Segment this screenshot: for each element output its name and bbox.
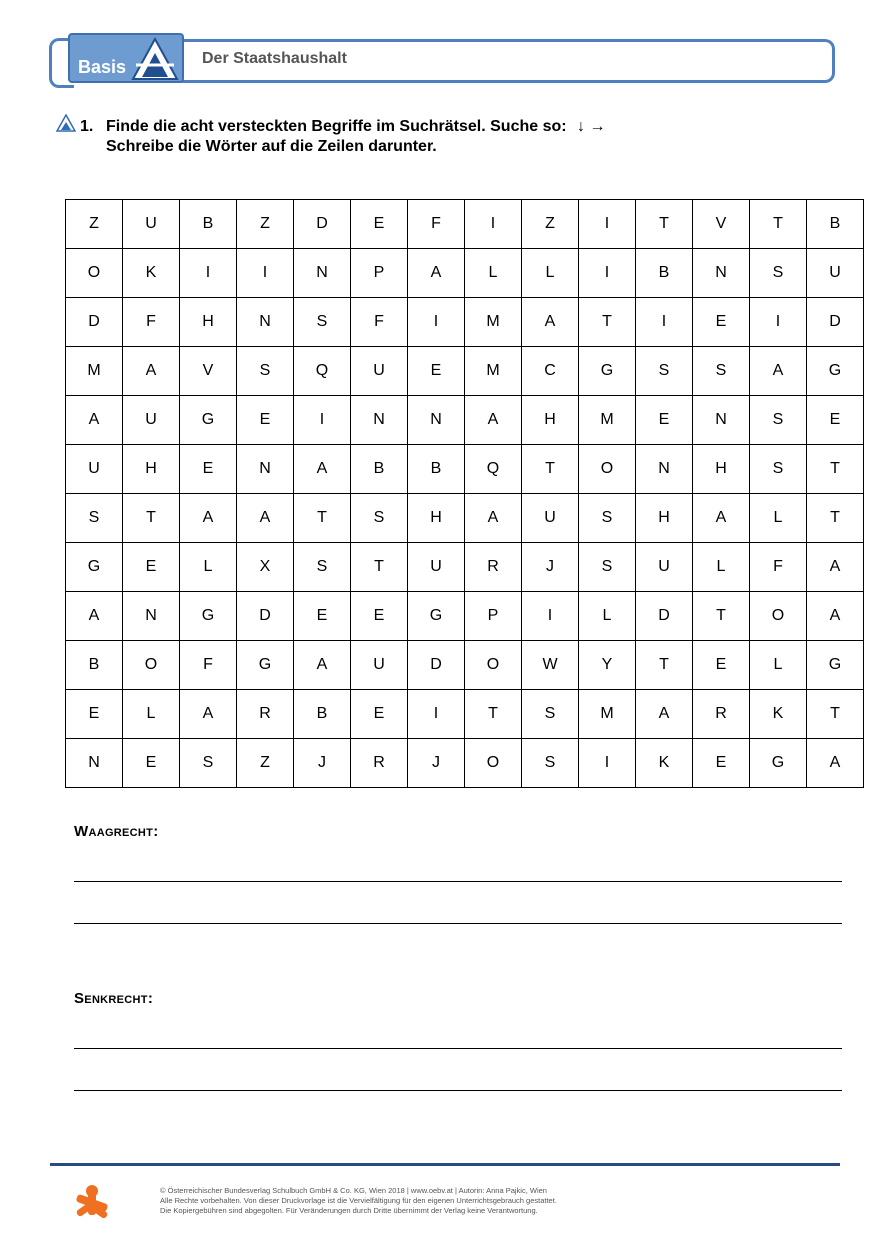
answer-line[interactable] <box>74 1090 842 1091</box>
grid-cell[interactable]: V <box>693 200 750 249</box>
grid-cell[interactable]: E <box>180 445 237 494</box>
footer-line: Alle Rechte vorbehalten. Von dieser Druckvorlage ist die Vervielfältigung für den eigenen Unterrichtsgebrauch gestattet. <box>160 1196 557 1205</box>
grid-cell[interactable]: G <box>237 641 294 690</box>
grid-cell[interactable]: F <box>408 200 465 249</box>
grid-cell[interactable]: N <box>237 298 294 347</box>
grid-cell[interactable]: S <box>180 739 237 788</box>
level-triangle-icon <box>130 37 180 81</box>
grid-cell[interactable]: N <box>237 445 294 494</box>
answer-line[interactable] <box>74 1048 842 1049</box>
grid-cell[interactable]: T <box>693 592 750 641</box>
grid-cell[interactable]: A <box>180 690 237 739</box>
grid-cell[interactable]: E <box>123 739 180 788</box>
grid-cell[interactable]: K <box>123 249 180 298</box>
grid-cell[interactable]: W <box>522 641 579 690</box>
grid-cell[interactable]: E <box>351 592 408 641</box>
grid-cell[interactable]: I <box>408 690 465 739</box>
grid-cell[interactable]: H <box>636 494 693 543</box>
grid-cell[interactable]: P <box>465 592 522 641</box>
footer-line: Die Kopiergebühren sind abgegolten. Für Veränderungen durch Dritte übernimmt der Verlag keine Verantwortung. <box>160 1206 538 1215</box>
grid-cell[interactable]: J <box>522 543 579 592</box>
grid-row <box>66 494 864 543</box>
grid-cell[interactable]: O <box>465 641 522 690</box>
grid-cell[interactable]: S <box>237 347 294 396</box>
grid-cell[interactable]: K <box>636 739 693 788</box>
grid-cell[interactable]: L <box>522 249 579 298</box>
grid-cell[interactable]: S <box>294 298 351 347</box>
grid-cell[interactable]: Z <box>237 739 294 788</box>
grid-cell[interactable]: A <box>636 690 693 739</box>
grid-cell[interactable]: G <box>807 347 864 396</box>
task-instruction-line2: Schreibe die Wörter auf die Zeilen darunter. <box>106 138 437 155</box>
basis-label: Basis <box>78 57 127 77</box>
grid-cell[interactable]: V <box>180 347 237 396</box>
grid-cell[interactable]: T <box>807 690 864 739</box>
grid-cell[interactable]: N <box>66 739 123 788</box>
grid-cell[interactable]: Q <box>465 445 522 494</box>
grid-cell[interactable]: S <box>693 347 750 396</box>
grid-cell[interactable]: D <box>636 592 693 641</box>
grid-cell[interactable]: T <box>351 543 408 592</box>
grid-cell[interactable]: E <box>408 347 465 396</box>
grid-cell[interactable]: G <box>579 347 636 396</box>
grid-cell[interactable]: N <box>636 445 693 494</box>
grid-cell[interactable]: E <box>693 739 750 788</box>
grid-cell[interactable]: K <box>750 690 807 739</box>
grid-cell[interactable]: E <box>294 592 351 641</box>
grid-cell[interactable]: N <box>294 249 351 298</box>
vertical-section-label: Senkrecht: <box>74 990 154 1007</box>
grid-cell[interactable]: T <box>636 641 693 690</box>
grid-cell[interactable]: A <box>465 494 522 543</box>
grid-row <box>66 690 864 739</box>
grid-cell[interactable]: B <box>636 249 693 298</box>
grid-cell[interactable]: F <box>750 543 807 592</box>
grid-row <box>66 298 864 347</box>
footer-divider <box>50 1163 840 1166</box>
grid-cell[interactable]: E <box>66 690 123 739</box>
grid-cell[interactable]: G <box>750 739 807 788</box>
grid-cell[interactable]: G <box>180 396 237 445</box>
grid-cell[interactable]: S <box>351 494 408 543</box>
grid-cell[interactable]: X <box>237 543 294 592</box>
grid-row <box>66 200 864 249</box>
grid-cell[interactable]: N <box>351 396 408 445</box>
grid-cell[interactable]: N <box>408 396 465 445</box>
grid-cell[interactable]: E <box>237 396 294 445</box>
grid-cell[interactable]: B <box>66 641 123 690</box>
grid-cell[interactable]: I <box>579 249 636 298</box>
grid-cell[interactable]: Q <box>294 347 351 396</box>
grid-cell[interactable]: S <box>636 347 693 396</box>
grid-row <box>66 445 864 494</box>
grid-cell[interactable]: M <box>579 690 636 739</box>
grid-cell[interactable]: T <box>465 690 522 739</box>
grid-cell[interactable]: H <box>180 298 237 347</box>
grid-row <box>66 739 864 788</box>
basis-badge <box>68 33 184 83</box>
grid-cell[interactable]: O <box>465 739 522 788</box>
grid-cell[interactable]: B <box>180 200 237 249</box>
grid-cell[interactable]: M <box>465 347 522 396</box>
grid-cell[interactable]: I <box>294 396 351 445</box>
grid-cell[interactable]: U <box>636 543 693 592</box>
grid-cell[interactable]: T <box>807 494 864 543</box>
answer-line[interactable] <box>74 881 842 882</box>
grid-cell[interactable]: A <box>693 494 750 543</box>
grid-cell[interactable]: H <box>693 445 750 494</box>
grid-cell[interactable]: A <box>807 739 864 788</box>
word-search-grid <box>65 199 864 788</box>
grid-cell[interactable]: I <box>522 592 579 641</box>
publisher-logo-icon <box>72 1183 112 1223</box>
grid-cell[interactable]: E <box>351 690 408 739</box>
grid-cell[interactable]: N <box>693 396 750 445</box>
grid-cell[interactable]: U <box>351 641 408 690</box>
task-instruction-line1 <box>106 118 606 136</box>
grid-cell[interactable]: G <box>408 592 465 641</box>
grid-cell[interactable]: G <box>180 592 237 641</box>
grid-cell[interactable]: E <box>807 396 864 445</box>
grid-cell[interactable]: E <box>123 543 180 592</box>
grid-cell[interactable]: S <box>750 249 807 298</box>
grid-cell[interactable]: M <box>465 298 522 347</box>
grid-cell[interactable]: B <box>408 445 465 494</box>
grid-cell[interactable]: B <box>807 200 864 249</box>
grid-cell[interactable]: I <box>465 200 522 249</box>
grid-cell[interactable]: G <box>66 543 123 592</box>
grid-cell[interactable]: J <box>294 739 351 788</box>
grid-cell[interactable]: F <box>180 641 237 690</box>
grid-cell[interactable]: S <box>579 543 636 592</box>
grid-cell[interactable]: D <box>807 298 864 347</box>
task-number: 1. <box>80 118 94 135</box>
grid-cell[interactable]: L <box>579 592 636 641</box>
grid-cell[interactable]: U <box>66 445 123 494</box>
grid-cell[interactable]: C <box>522 347 579 396</box>
grid-cell[interactable]: S <box>579 494 636 543</box>
grid-cell[interactable]: H <box>123 445 180 494</box>
grid-cell[interactable]: T <box>636 200 693 249</box>
grid-cell[interactable]: R <box>465 543 522 592</box>
grid-cell[interactable]: A <box>408 249 465 298</box>
grid-cell[interactable]: L <box>465 249 522 298</box>
grid-cell[interactable]: E <box>636 396 693 445</box>
grid-cell[interactable]: P <box>351 249 408 298</box>
grid-cell[interactable]: S <box>750 396 807 445</box>
grid-cell[interactable]: I <box>579 200 636 249</box>
task-instruction-text: Finde die acht versteckten Begriffe im Suchrätsel. Suche so: <box>106 118 567 135</box>
grid-cell[interactable]: F <box>351 298 408 347</box>
grid-cell[interactable]: E <box>693 298 750 347</box>
grid-cell[interactable]: A <box>522 298 579 347</box>
answer-line[interactable] <box>74 923 842 924</box>
grid-row <box>66 641 864 690</box>
grid-cell[interactable]: T <box>579 298 636 347</box>
grid-cell[interactable]: A <box>750 347 807 396</box>
grid-cell[interactable]: N <box>693 249 750 298</box>
grid-cell[interactable]: L <box>180 543 237 592</box>
footer-copyright <box>160 1186 557 1216</box>
grid-cell[interactable]: O <box>750 592 807 641</box>
grid-cell[interactable]: D <box>294 200 351 249</box>
grid-row <box>66 592 864 641</box>
grid-cell[interactable]: S <box>66 494 123 543</box>
grid-cell[interactable]: N <box>123 592 180 641</box>
grid-cell[interactable]: U <box>351 347 408 396</box>
difficulty-triangle-icon <box>56 114 76 132</box>
grid-cell[interactable]: O <box>123 641 180 690</box>
grid-cell[interactable]: S <box>522 690 579 739</box>
grid-row <box>66 249 864 298</box>
grid-cell[interactable]: E <box>693 641 750 690</box>
grid-cell[interactable]: A <box>807 592 864 641</box>
grid-cell[interactable]: U <box>408 543 465 592</box>
grid-cell[interactable]: I <box>408 298 465 347</box>
grid-cell[interactable]: M <box>579 396 636 445</box>
grid-cell[interactable]: S <box>294 543 351 592</box>
grid-cell[interactable]: R <box>237 690 294 739</box>
grid-cell[interactable]: T <box>522 445 579 494</box>
grid-cell[interactable]: H <box>408 494 465 543</box>
grid-cell[interactable]: A <box>294 641 351 690</box>
grid-row <box>66 347 864 396</box>
grid-cell[interactable]: Z <box>522 200 579 249</box>
grid-cell[interactable]: U <box>522 494 579 543</box>
grid-cell[interactable]: O <box>66 249 123 298</box>
grid-cell[interactable]: L <box>750 494 807 543</box>
grid-cell[interactable]: A <box>66 592 123 641</box>
grid-cell[interactable]: J <box>408 739 465 788</box>
grid-cell[interactable]: O <box>579 445 636 494</box>
grid-cell[interactable]: R <box>351 739 408 788</box>
grid-cell[interactable]: A <box>123 347 180 396</box>
grid-row <box>66 396 864 445</box>
horizontal-section-label: Waagrecht: <box>74 823 159 840</box>
grid-cell[interactable]: F <box>123 298 180 347</box>
grid-cell[interactable]: T <box>750 200 807 249</box>
grid-cell[interactable]: A <box>465 396 522 445</box>
grid-cell[interactable]: E <box>351 200 408 249</box>
grid-cell[interactable]: T <box>123 494 180 543</box>
grid-cell[interactable]: Z <box>66 200 123 249</box>
grid-cell[interactable]: M <box>66 347 123 396</box>
grid-cell[interactable]: A <box>237 494 294 543</box>
grid-cell[interactable]: Z <box>237 200 294 249</box>
grid-cell[interactable]: H <box>522 396 579 445</box>
grid-cell[interactable]: T <box>294 494 351 543</box>
grid-cell[interactable]: I <box>750 298 807 347</box>
grid-cell[interactable]: D <box>66 298 123 347</box>
grid-cell[interactable]: D <box>408 641 465 690</box>
grid-cell[interactable]: R <box>693 690 750 739</box>
footer-line: © Österreichischer Bundesverlag Schulbuch GmbH & Co. KG, Wien 2018 | www.oebv.at | Autorin: Anna Pajkic, Wien <box>160 1186 547 1195</box>
grid-cell[interactable]: S <box>750 445 807 494</box>
grid-cell[interactable]: I <box>237 249 294 298</box>
grid-cell[interactable]: S <box>522 739 579 788</box>
grid-cell[interactable]: A <box>807 543 864 592</box>
grid-cell[interactable]: D <box>237 592 294 641</box>
grid-cell[interactable]: U <box>123 396 180 445</box>
grid-cell[interactable]: A <box>180 494 237 543</box>
direction-arrows-icon: ↓ → <box>577 118 606 135</box>
grid-cell[interactable]: Y <box>579 641 636 690</box>
grid-cell[interactable]: G <box>807 641 864 690</box>
page-title: Der Staatshaushalt <box>202 50 347 67</box>
grid-cell[interactable]: L <box>693 543 750 592</box>
grid-cell[interactable]: U <box>123 200 180 249</box>
grid-cell[interactable]: A <box>66 396 123 445</box>
grid-row <box>66 543 864 592</box>
grid-cell[interactable]: B <box>294 690 351 739</box>
grid-cell[interactable]: L <box>123 690 180 739</box>
grid-cell[interactable]: I <box>579 739 636 788</box>
grid-cell[interactable]: B <box>351 445 408 494</box>
grid-cell[interactable]: L <box>750 641 807 690</box>
grid-cell[interactable]: I <box>636 298 693 347</box>
grid-cell[interactable]: A <box>294 445 351 494</box>
grid-cell[interactable]: T <box>807 445 864 494</box>
grid-cell[interactable]: I <box>180 249 237 298</box>
grid-cell[interactable]: U <box>807 249 864 298</box>
